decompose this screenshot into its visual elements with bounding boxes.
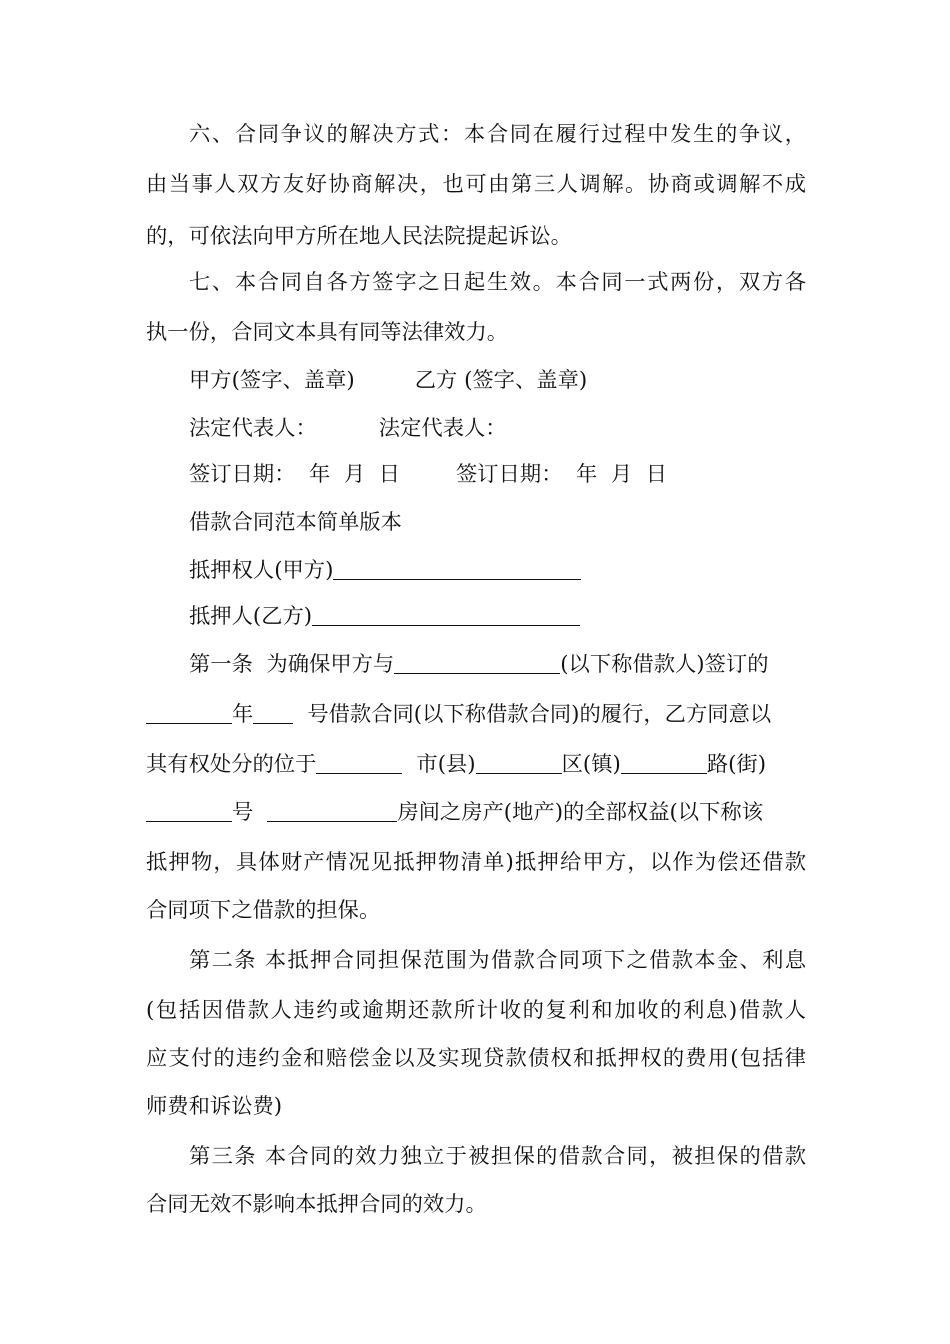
document-title: 借款合同范本简单版本: [189, 510, 402, 535]
article-1-text: 路(街): [706, 752, 767, 777]
mortgagee-label: 抵押权人(甲方): [189, 558, 334, 583]
road-blank: [621, 751, 707, 774]
mortgagee-line: [189, 556, 806, 586]
article-7-line-1: 七、本合同自各方签字之日起生效。本合同一式两份，双方各: [189, 270, 806, 295]
article-6-line-2: 由当事人双方友好协商解决，也可由第三人调解。协商或调解不成: [146, 172, 806, 197]
party-b-signature-label: 乙方 (签字、盖章): [414, 368, 588, 393]
party-a-sign-date: 签订日期： 年 月 日: [189, 462, 400, 487]
borrower-blank: [394, 651, 560, 674]
article-1-line-4: [146, 798, 806, 828]
mortgagor-label: 抵押人(乙方): [189, 604, 313, 629]
article-1-line-2: [146, 700, 806, 730]
article-2-line-4: 师费和诉讼费): [146, 1094, 283, 1119]
article-2-line-2: (包括因借款人违约或逾期还款所计收的复利和加收的利息)借款人: [146, 998, 806, 1023]
article-1-text: 年: [232, 702, 254, 727]
article-1-text: 区(镇): [561, 752, 621, 777]
mortgagee-blank: [333, 557, 581, 580]
article-1-text: 房间之房产(地产)的全部权益(以下称该: [397, 800, 763, 825]
contract-number-blank: [253, 701, 293, 724]
article-1-text: (以下称借款人)签订的: [560, 652, 769, 677]
signature-row-dates: [189, 460, 806, 490]
article-1-text: 市(县): [416, 752, 476, 777]
article-2-line-3: 应支付的违约金和赔偿金以及实现贷款债权和抵押权的费用(包括律: [146, 1046, 806, 1071]
party-b-sign-date: 签订日期： 年 月 日: [456, 462, 667, 487]
article-7-line-2: 执一份，合同文本具有同等法律效力。: [146, 320, 509, 345]
article-3-line-1: 第三条 本合同的效力独立于被担保的借款合同，被担保的借款: [189, 1144, 806, 1169]
article-1-line-6: 合同项下之借款的担保。: [146, 898, 381, 923]
district-blank: [476, 751, 562, 774]
article-1-text: 号借款合同(以下称借款合同)的履行，乙方同意以: [307, 702, 772, 727]
city-blank: [316, 751, 402, 774]
party-a-representative-label: 法定代表人：: [189, 416, 317, 441]
article-6-line-1: 六、合同争议的解决方式：本合同在履行过程中发生的争议，: [189, 122, 806, 147]
article-1-line-5: 抵押物，具体财产情况见抵押物清单)抵押给甲方，以作为偿还借款: [146, 850, 806, 875]
article-1-text: 号: [232, 800, 254, 825]
signature-row-representatives: [189, 414, 806, 444]
article-1-line-3: [146, 750, 806, 780]
year-blank: [146, 701, 232, 724]
article-6-line-3: 的，可依法向甲方所在地人民法院提起诉讼。: [146, 224, 572, 249]
party-b-representative-label: 法定代表人：: [378, 416, 507, 441]
signature-row-parties: [189, 366, 806, 396]
article-1-line-1: [189, 650, 806, 680]
article-1-text: 第一条 为确保甲方与: [189, 652, 395, 677]
mortgagor-blank: [312, 603, 580, 626]
party-a-signature-label: 甲方(签字、盖章): [189, 368, 355, 393]
article-1-text: 其有权处分的位于: [146, 752, 317, 777]
room-blank: [267, 799, 397, 822]
mortgagor-line: [189, 602, 806, 632]
article-2-line-1: 第二条 本抵押合同担保范围为借款合同项下之借款本金、利息: [189, 948, 806, 973]
street-number-blank: [146, 799, 232, 822]
article-3-line-2: 合同无效不影响本抵押合同的效力。: [146, 1192, 487, 1217]
